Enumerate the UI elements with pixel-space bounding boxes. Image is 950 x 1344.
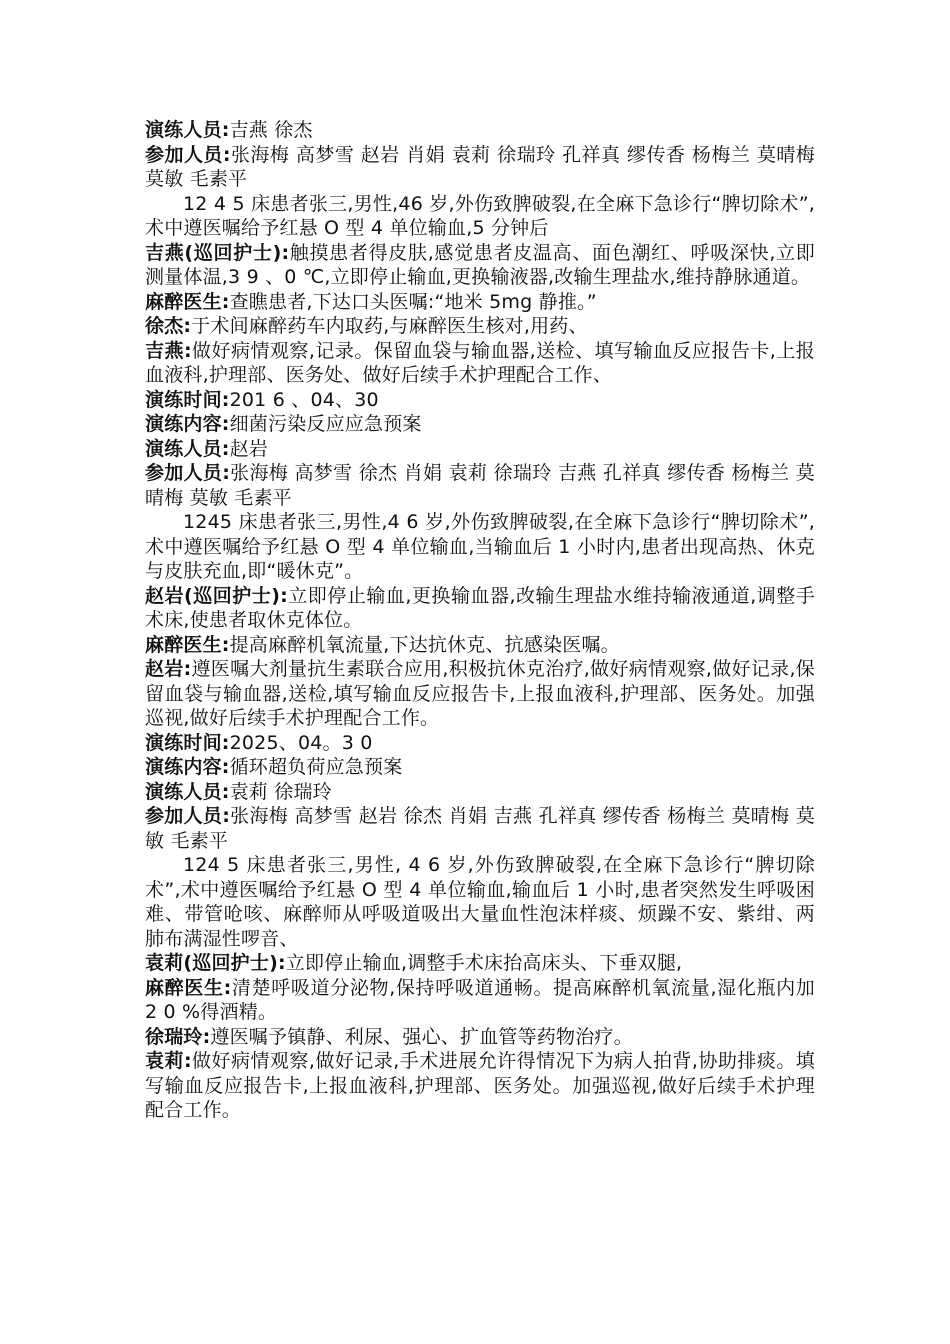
paragraph-12 xyxy=(145,510,815,584)
paragraph-4 xyxy=(145,241,815,290)
paragraph-text: 细菌污染反应应急预案 xyxy=(229,413,422,435)
paragraph-10 xyxy=(145,437,815,462)
paragraph-text: 循环超负荷应急预案 xyxy=(229,756,403,778)
paragraph-17 xyxy=(145,755,815,780)
paragraph-text: 2025、04。3 0 xyxy=(229,731,373,754)
paragraph-text: 袁莉 徐瑞玲 xyxy=(229,780,332,803)
paragraph-16 xyxy=(145,731,815,756)
speaker-label: 吉燕(巡回护士): xyxy=(145,241,290,264)
field-label: 演练人员: xyxy=(145,437,230,460)
paragraph-text: 遵医嘱予镇静、利尿、强心、扩血管等药物治疗。 xyxy=(210,1025,633,1048)
field-label: 演练内容: xyxy=(145,756,230,778)
paragraph-15 xyxy=(145,657,815,731)
paragraph-1 xyxy=(145,118,815,143)
paragraph-text: 立即停止输血,调整手术床抬高床头、下垂双腿, xyxy=(285,952,683,974)
paragraph-23 xyxy=(145,1025,815,1050)
paragraph-text: 12 4 5 床患者张三,男性,46 岁,外伤致脾破裂,在全麻下急诊行“脾切除术”,术中遵医嘱给予红悬 O 型 4 单位输血,5 分钟后 xyxy=(145,192,815,239)
field-label: 演练时间: xyxy=(145,731,230,754)
field-label: 参加人员: xyxy=(145,462,231,484)
speaker-label: 麻醉医生: xyxy=(145,633,230,656)
paragraph-text: 张海梅 高梦雪 徐杰 肖娟 袁莉 徐瑞玲 吉燕 孔祥真 缪传香 杨梅兰 莫晴梅 莫敏 毛素平 xyxy=(145,462,815,509)
paragraph-text: 做好病情观察,做好记录,手术进展允许得情况下为病人拍背,协助排痰。填写输血反应报告卡,上报血液科,护理部、医务处。加强巡视,做好后续手术护理配合工作。 xyxy=(145,1050,815,1121)
speaker-label: 徐瑞玲: xyxy=(145,1025,211,1048)
paragraph-text: 张海梅 高梦雪 赵岩 肖娟 袁莉 徐瑞玲 孔祥真 缪传香 杨梅兰 莫晴梅 莫敏 毛素平 xyxy=(145,143,815,190)
paragraph-text: 201 6 、04、30 xyxy=(229,388,379,411)
paragraph-text: 做好病情观察,记录。保留血袋与输血器,送检、填写输血反应报告卡,上报血液科,护理部、医务处、做好后续手术护理配合工作、 xyxy=(145,339,815,386)
field-label: 演练人员: xyxy=(145,780,230,803)
paragraph-text: 吉燕 徐杰 xyxy=(229,119,313,141)
paragraph-19 xyxy=(145,804,815,853)
speaker-label: 袁莉(巡回护士): xyxy=(145,952,286,974)
paragraph-22 xyxy=(145,976,815,1025)
paragraph-13 xyxy=(145,584,815,633)
document-body xyxy=(145,118,815,1123)
paragraph-3 xyxy=(145,192,815,241)
field-label: 演练内容: xyxy=(145,413,230,435)
speaker-label: 吉燕: xyxy=(145,339,192,362)
paragraph-text: 遵医嘱大剂量抗生素联合应用,积极抗休克治疗,做好病情观察,做好记录,保留血袋与输血器,送检,填写输血反应报告卡,上报血液科,护理部、医务处。加强巡视,做好后续手术护理配合工作。 xyxy=(145,658,815,729)
paragraph-20 xyxy=(145,853,815,951)
paragraph-text: 查瞧患者,下达口头医嘱:“地米 5mg 静推。” xyxy=(229,290,597,313)
paragraph-5 xyxy=(145,290,815,315)
paragraph-11 xyxy=(145,461,815,510)
speaker-label: 麻醉医生: xyxy=(145,290,230,313)
paragraph-9 xyxy=(145,412,815,437)
speaker-label: 赵岩: xyxy=(145,658,192,680)
paragraph-18 xyxy=(145,780,815,805)
paragraph-text: 赵岩 xyxy=(229,437,269,460)
speaker-label: 麻醉医生: xyxy=(145,976,232,999)
speaker-label: 徐杰: xyxy=(145,315,192,337)
paragraph-7 xyxy=(145,339,815,388)
paragraph-text: 1245 床患者张三,男性,4 6 岁,外伤致脾破裂,在全麻下急诊行“脾切除术”,术中遵医嘱给予红悬 O 型 4 单位输血,当输血后 1 小时内,患者出现高热、休克与皮肤充血,即“暖休克”。 xyxy=(145,511,815,582)
paragraph-14 xyxy=(145,633,815,658)
paragraph-2 xyxy=(145,143,815,192)
field-label: 参加人员: xyxy=(145,805,231,827)
speaker-label: 袁莉: xyxy=(145,1050,192,1072)
paragraph-text: 提高麻醉机氧流量,下达抗休克、抗感染医嘱。 xyxy=(229,633,620,656)
paragraph-text: 于术间麻醉药车内取药,与麻醉医生核对,用药、 xyxy=(191,315,588,337)
paragraph-24 xyxy=(145,1049,815,1123)
paragraph-text: 立即停止输血,更换输血器,改输生理盐水维持输液通道,调整手术床,使患者取休克体位。 xyxy=(145,584,815,631)
speaker-label: 赵岩(巡回护士): xyxy=(145,584,288,607)
paragraph-text: 张海梅 高梦雪 赵岩 徐杰 肖娟 吉燕 孔祥真 缪传香 杨梅兰 莫晴梅 莫敏 毛素平 xyxy=(145,805,815,852)
field-label: 演练时间: xyxy=(145,388,230,411)
paragraph-text: 124 5 床患者张三,男性, 4 6 岁,外伤致脾破裂,在全麻下急诊行“脾切除术”,术中遵医嘱给予红悬 O 型 4 单位输血,输血后 1 小时,患者突然发生呼吸困难、带管呛咳、麻醉师从呼吸道吸出大量血性泡沫样痰、烦躁不安、紫绀、两肺布满湿性啰音、 xyxy=(145,854,815,950)
paragraph-text: 触摸患者得皮肤,感觉患者皮温高、面色潮红、呼吸深快,立即测量体温,3 9 、0 ℃,立即停止输血,更换输液器,改输生理盐水,维持静脉通道。 xyxy=(145,241,815,288)
speaker-label: 演练人员: xyxy=(145,119,230,141)
paragraph-21 xyxy=(145,951,815,976)
speaker-label: 参加人员: xyxy=(145,143,231,166)
paragraph-text: 清楚呼吸道分泌物,保持呼吸道通畅。提高麻醉机氧流量,湿化瓶内加 2 0 %得酒精。 xyxy=(145,976,816,1023)
paragraph-6 xyxy=(145,314,815,339)
paragraph-8 xyxy=(145,388,815,413)
